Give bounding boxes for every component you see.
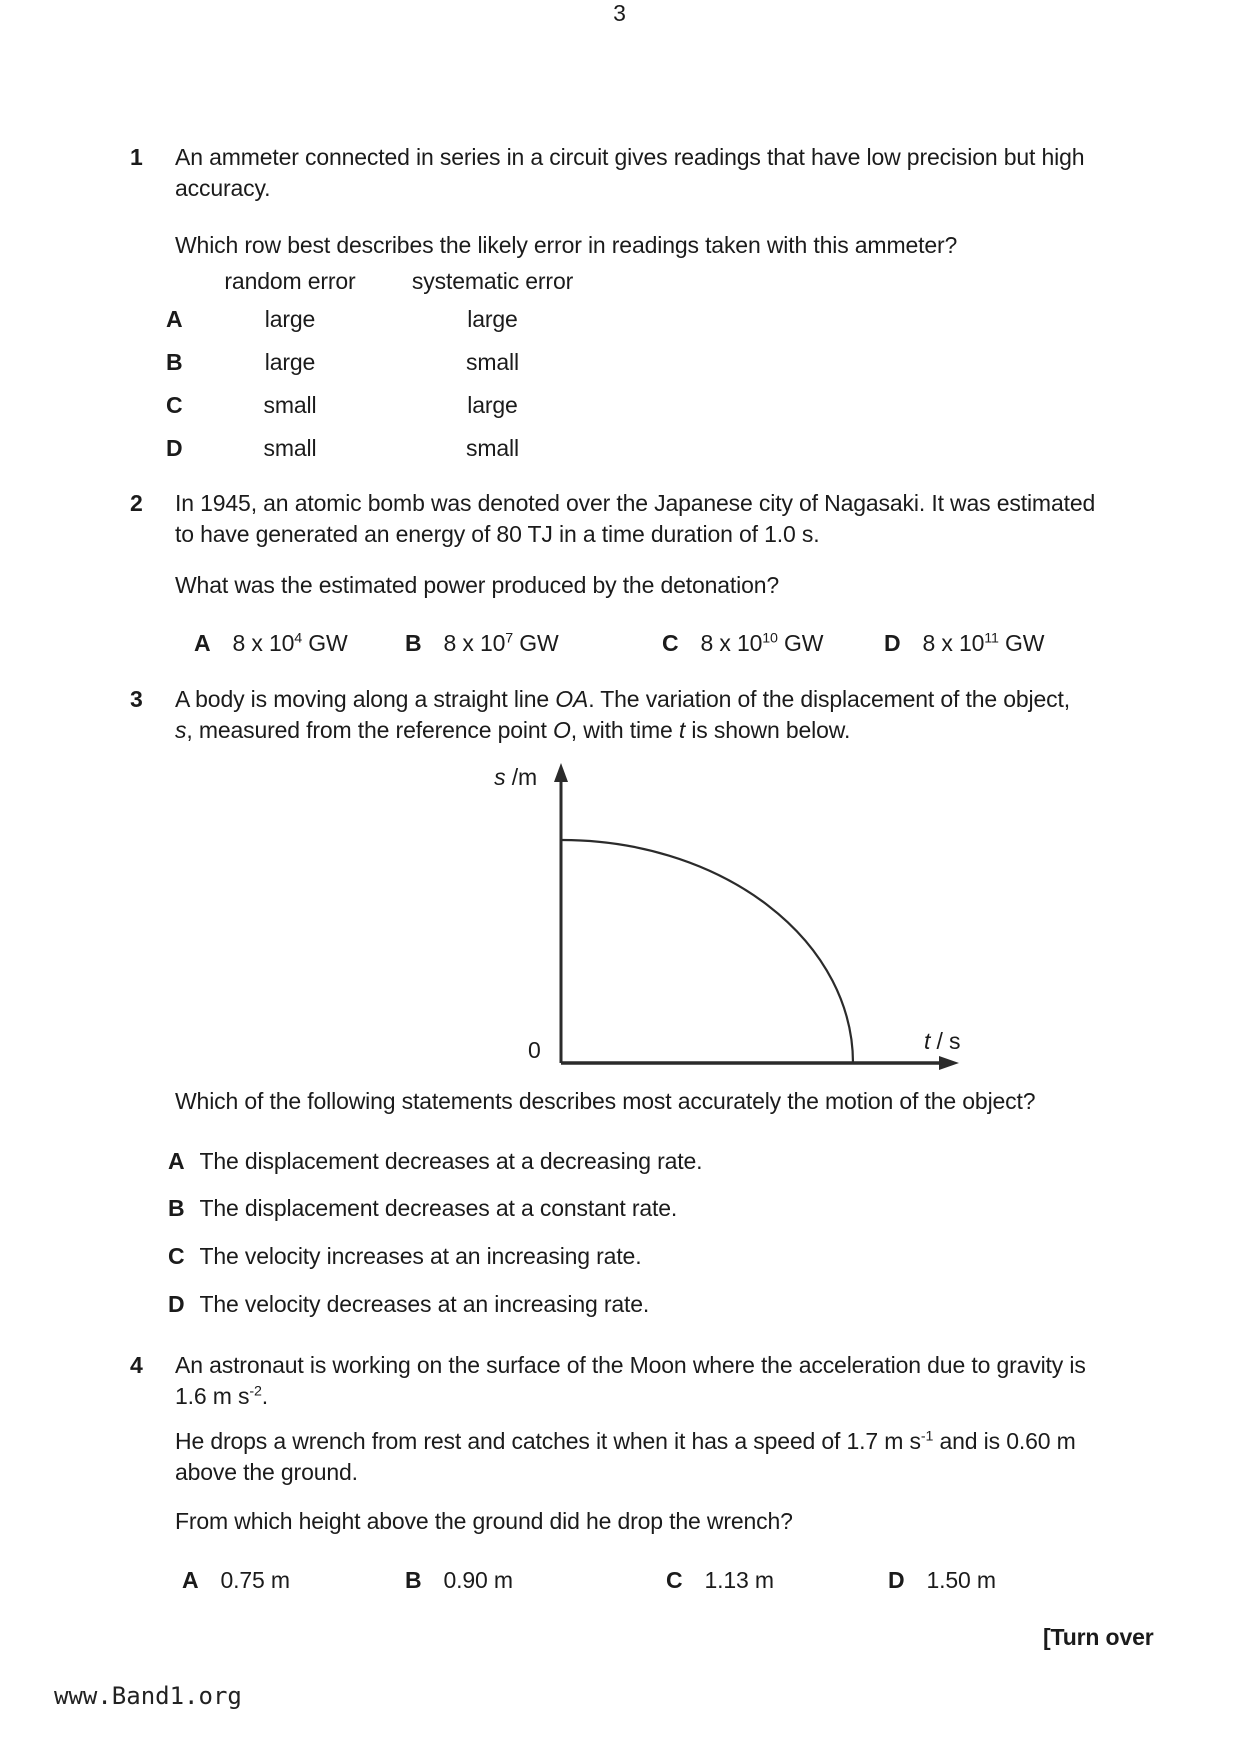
table-cell: large	[264, 306, 316, 332]
table-cell: large	[467, 306, 518, 332]
option-value: 1.50 m	[926, 1567, 996, 1593]
option-value: 1.13 m	[704, 1567, 774, 1593]
q4-number: 4	[130, 1352, 143, 1378]
table-cell: small	[466, 349, 519, 375]
option-value: 8 x $10^{11}$ GW	[922, 630, 1045, 656]
q3-option-d	[168, 1291, 649, 1318]
option-letter: D	[888, 1567, 905, 1593]
y-axis-arrow	[554, 763, 568, 782]
q3-line2: s, measured from the reference point O, with time t is shown below.	[175, 717, 851, 743]
q3-number: 3	[130, 686, 143, 712]
q2-line2: to have generated an energy of 80 TJ in a time duration of 1.0 s.	[175, 521, 820, 547]
option-letter: C	[168, 1243, 185, 1269]
table-row-label: B	[166, 349, 183, 375]
table-header-systematic-error: systematic error	[411, 268, 574, 294]
option-letter: B	[168, 1195, 185, 1221]
q4-line4: above the ground.	[175, 1459, 358, 1485]
option-text: The displacement decreases at a constant rate.	[199, 1195, 678, 1221]
table-row-label: A	[166, 306, 183, 332]
option-value: 8 x $10^{10}$ GW	[700, 630, 824, 656]
table-row-label: C	[166, 392, 183, 418]
option-letter: B	[405, 630, 422, 656]
option-letter: C	[666, 1567, 683, 1593]
option-text: The velocity decreases at an increasing rate.	[199, 1291, 650, 1317]
q1-line1: An ammeter connected in series in a circuit gives readings that have low precision but high	[175, 144, 1085, 170]
table-cell: small	[263, 392, 317, 418]
q4-line1: An astronaut is working on the surface of the Moon where the acceleration due to gravity is	[175, 1352, 1086, 1378]
option-text: The displacement decreases at a decreasing rate.	[199, 1148, 703, 1174]
q2-option-c	[662, 630, 823, 657]
q4-line3: He drops a wrench from rest and catches it when it has a speed of 1.7 m $s^{-1}$ and is 0.60 m	[175, 1428, 1076, 1454]
option-value: 0.75 m	[220, 1567, 290, 1593]
q2-option-d	[884, 630, 1044, 657]
q3-option-c	[168, 1243, 641, 1270]
q4-option-c	[666, 1567, 774, 1594]
table-cell: small	[263, 435, 317, 461]
x-axis-arrow	[939, 1056, 959, 1070]
q1-prompt: Which row best describes the likely error in readings taken with this ammeter?	[175, 232, 958, 258]
q3-prompt: Which of the following statements describes most accurately the motion of the object?	[175, 1088, 1036, 1114]
option-letter: B	[405, 1567, 422, 1593]
q4-option-d	[888, 1567, 996, 1594]
graph-y-axis-label: s /m	[494, 764, 537, 790]
table-cell: large	[467, 392, 518, 418]
q4-option-b	[405, 1567, 513, 1594]
q1-line2: accuracy.	[175, 175, 271, 201]
table-header-random-error: random error	[224, 268, 356, 294]
q1-number: 1	[130, 144, 143, 170]
q3-option-a	[168, 1148, 702, 1175]
option-letter: A	[168, 1148, 185, 1174]
q2-number: 2	[130, 490, 143, 516]
option-letter: C	[662, 630, 679, 656]
page-number: 3	[613, 0, 626, 26]
displacement-time-graph	[440, 755, 980, 1075]
q2-prompt: What was the estimated power produced by the detonation?	[175, 572, 780, 598]
table-row-label: D	[166, 435, 183, 461]
option-letter: A	[194, 630, 211, 656]
watermark-url: www.Band1.org	[54, 1682, 242, 1710]
q4-line2: 1.6 m $s^{-2}$.	[175, 1383, 268, 1409]
q2-option-b	[405, 630, 559, 657]
option-letter: D	[168, 1291, 185, 1317]
turn-over-label: [Turn over	[1043, 1624, 1154, 1650]
option-value: 0.90 m	[443, 1567, 513, 1593]
q4-option-a	[182, 1567, 290, 1594]
s-t-curve	[562, 840, 853, 1063]
option-value: 8 x $10^7$ GW	[443, 630, 559, 656]
q3-line1: A body is moving along a straight line OA. The variation of the displacement of the object,	[175, 686, 1070, 712]
table-cell: small	[466, 435, 519, 461]
option-letter: A	[182, 1567, 199, 1593]
q3-option-b	[168, 1195, 677, 1222]
option-value: 8 x $10^4$ GW	[232, 630, 348, 656]
q2-line1: In 1945, an atomic bomb was denoted over the Japanese city of Nagasaki. It was estimated	[175, 490, 1096, 516]
graph-origin-label: 0	[528, 1037, 541, 1063]
option-letter: D	[884, 630, 901, 656]
option-text: The velocity increases at an increasing rate.	[199, 1243, 642, 1269]
graph-x-axis-label: t / s	[924, 1028, 961, 1054]
q2-option-a	[194, 630, 348, 657]
q4-prompt: From which height above the ground did he drop the wrench?	[175, 1508, 793, 1534]
table-cell: large	[264, 349, 316, 375]
